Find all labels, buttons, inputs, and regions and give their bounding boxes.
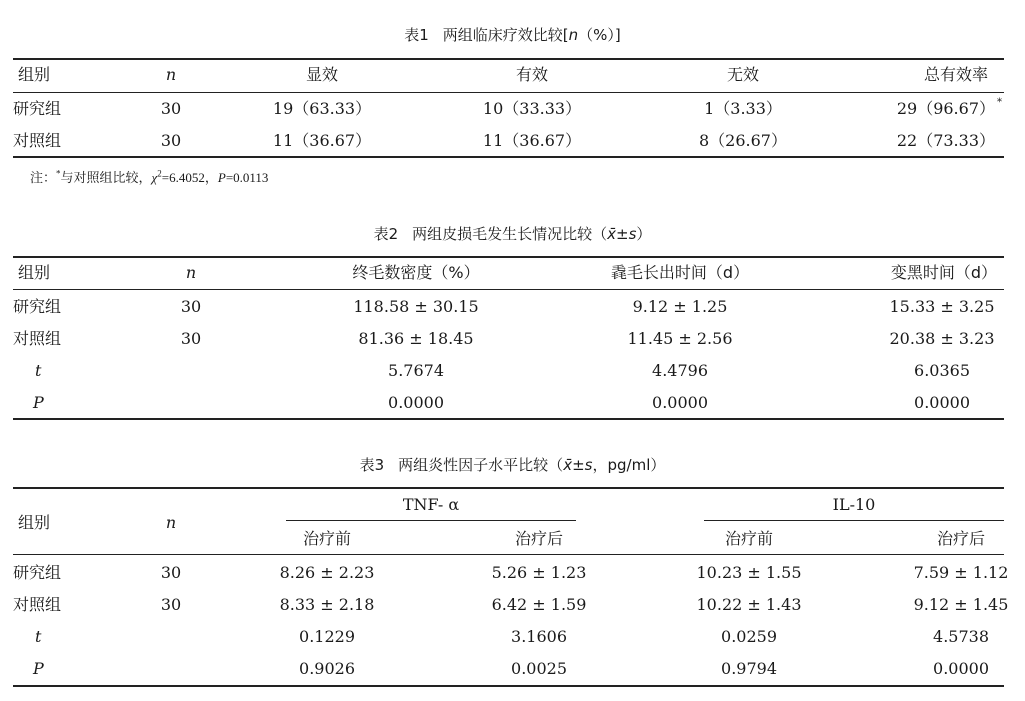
table2-row2-c3: 20.38 ± 3.23	[889, 329, 995, 348]
table2-bottom-rule	[13, 418, 1004, 420]
table3-row-t-c3: 0.0259	[721, 627, 777, 646]
table3-row-p-c3: 0.9794	[721, 659, 777, 678]
table1-header-rule	[13, 92, 1004, 93]
table3-row-t-c1: 0.1229	[299, 627, 355, 646]
table3-caption	[0, 454, 1025, 475]
table2-row1-c1: 118.58 ± 30.15	[353, 297, 479, 316]
footnote-p: P	[217, 170, 226, 185]
table1-row1-group: 研究组	[13, 99, 62, 118]
table2-header-c3: 变黑时间（d）	[890, 263, 997, 282]
table3-row1-n: 30	[160, 563, 182, 582]
table2-pm: ±	[616, 225, 629, 243]
table3-row-t-c4: 4.5738	[933, 627, 989, 646]
table3-header-n: n	[165, 513, 177, 532]
table2-s: s	[628, 225, 637, 243]
table1-number: 表1	[404, 26, 429, 44]
table3-subheader-tnf-after: 治疗后	[514, 529, 564, 548]
table2-header-group: 组别	[18, 263, 51, 282]
table2-row-p-c3: 0.0000	[914, 393, 970, 412]
footnote-chi-sup: 2	[157, 168, 162, 179]
table1-pct: （%）]	[578, 26, 621, 44]
table3-tnf-subrule	[286, 520, 576, 521]
table3-row1-c3: 10.23 ± 1.55	[696, 563, 802, 582]
table1-row2-c4: 22（73.33）	[896, 131, 995, 150]
table1-header-n: n	[165, 65, 177, 84]
table2-caption	[0, 223, 1025, 244]
table1-bracket: [	[562, 26, 569, 44]
table2-row1-n: 30	[180, 297, 202, 316]
table1-header-group: 组别	[18, 65, 51, 84]
table2-row-p-c1: 0.0000	[388, 393, 444, 412]
table1-row2-c3: 8（26.67）	[699, 131, 787, 150]
table1-row1-c2: 10（33.33）	[482, 99, 582, 118]
footnote-mark: *	[56, 168, 61, 179]
table2-row-p-label: P	[33, 393, 44, 412]
table3-pm: ±	[572, 456, 585, 474]
table3-row2-c4: 9.12 ± 1.45	[913, 595, 1009, 614]
table2-row2-group: 对照组	[13, 329, 62, 348]
table2-row1-c3: 15.33 ± 3.25	[889, 297, 995, 316]
table2-number: 表2	[373, 225, 399, 243]
table3-xbar: x̄	[563, 456, 573, 474]
table3-row-p-label: P	[33, 659, 44, 678]
table3-row-t-label: t	[35, 627, 42, 646]
table1-row1-c4: 29（96.67）	[896, 99, 995, 118]
table3-row2-c3: 10.22 ± 1.43	[696, 595, 802, 614]
table1-row1-c3: 1（3.33）	[704, 99, 782, 118]
table3-row2-group: 对照组	[13, 595, 62, 614]
table1-header-c3: 无效	[726, 65, 760, 84]
table1-bottom-rule	[13, 156, 1004, 158]
table2-row-t-label: t	[35, 361, 42, 380]
table3-row1-group: 研究组	[13, 563, 62, 582]
table3-top-rule	[13, 487, 1004, 489]
table1-header-c1: 显效	[305, 65, 339, 84]
table1-header-c4: 总有效率	[923, 65, 988, 84]
table3-row-t-c2: 3.1606	[511, 627, 567, 646]
table2-row2-c2: 11.45 ± 2.56	[627, 329, 733, 348]
table1-row2-c2: 11（36.67）	[482, 131, 582, 150]
table1-row1-c1: 19（63.33）	[272, 99, 372, 118]
table3-header-tnf: TNF- α	[402, 495, 460, 514]
table3-row2-n: 30	[160, 595, 182, 614]
table3-number: 表3	[359, 456, 385, 474]
table2-header-c1: 终毛数密度（%）	[352, 263, 480, 282]
table3-row2-c1: 8.33 ± 2.18	[279, 595, 375, 614]
table2-row2-n: 30	[180, 329, 202, 348]
footnote-body: 与对照组比较，	[60, 170, 152, 185]
table1-caption	[0, 24, 1025, 45]
table2-close: ）	[636, 225, 652, 243]
table3-header-rule	[13, 554, 1004, 555]
table2-row-t-c3: 6.0365	[914, 361, 970, 380]
table3-title: 两组炎性因子水平比较（	[398, 456, 564, 474]
table1-n: n	[568, 26, 579, 44]
table3-row2-c2: 6.42 ± 1.59	[491, 595, 587, 614]
table2-row1-group: 研究组	[13, 297, 62, 316]
table3-il-subrule	[704, 520, 1004, 521]
table3-row1-c2: 5.26 ± 1.23	[491, 563, 587, 582]
table2-xbar: x̄	[607, 225, 617, 243]
table1-top-rule	[13, 58, 1004, 60]
table3-header-il10: IL-10	[832, 495, 876, 514]
footnote-p-value: =0.0113	[225, 170, 269, 185]
table2-title: 两组皮损毛发生长情况比较（	[412, 225, 608, 243]
table2-row2-c1: 81.36 ± 18.45	[358, 329, 474, 348]
table1-footnote	[30, 167, 268, 186]
table1-row1-significance-mark: *	[997, 97, 1002, 108]
table3-subheader-tnf-before: 治疗前	[302, 529, 352, 548]
table3-s: s	[584, 456, 593, 474]
table2-header-c2: 毳毛长出时间（d）	[610, 263, 750, 282]
table2-row-t-c2: 4.4796	[652, 361, 708, 380]
table3-subheader-il-before: 治疗前	[724, 529, 774, 548]
table2-row1-c2: 9.12 ± 1.25	[632, 297, 728, 316]
table1-row2-n: 30	[160, 131, 182, 150]
table2-header-rule	[13, 289, 1004, 290]
table2-header-n: n	[185, 263, 197, 282]
table2-row-p-c2: 0.0000	[652, 393, 708, 412]
table3-header-group: 组别	[18, 513, 51, 532]
table1-row1-n: 30	[160, 99, 182, 118]
table3-row-p-c4: 0.0000	[933, 659, 989, 678]
table3-subheader-il-after: 治疗后	[936, 529, 986, 548]
table3-bottom-rule	[13, 685, 1004, 687]
table3-row1-c1: 8.26 ± 2.23	[279, 563, 375, 582]
table1-row2-c1: 11（36.67）	[272, 131, 372, 150]
table1-header-c2: 有效	[515, 65, 549, 84]
table3-row-p-c1: 0.9026	[299, 659, 355, 678]
footnote-chi: χ	[151, 170, 158, 185]
table3-unit: ，pg/ml）	[592, 456, 666, 474]
table3-row-p-c2: 0.0025	[511, 659, 567, 678]
table3-row1-c4: 7.59 ± 1.12	[913, 563, 1009, 582]
footnote-chi-value: =6.4052，	[161, 170, 218, 185]
footnote-prefix: 注：	[30, 170, 57, 185]
table2-top-rule	[13, 256, 1004, 258]
table1-row2-group: 对照组	[13, 131, 62, 150]
table1-title: 两组临床疗效比较	[442, 26, 563, 44]
table2-row-t-c1: 5.7674	[388, 361, 444, 380]
